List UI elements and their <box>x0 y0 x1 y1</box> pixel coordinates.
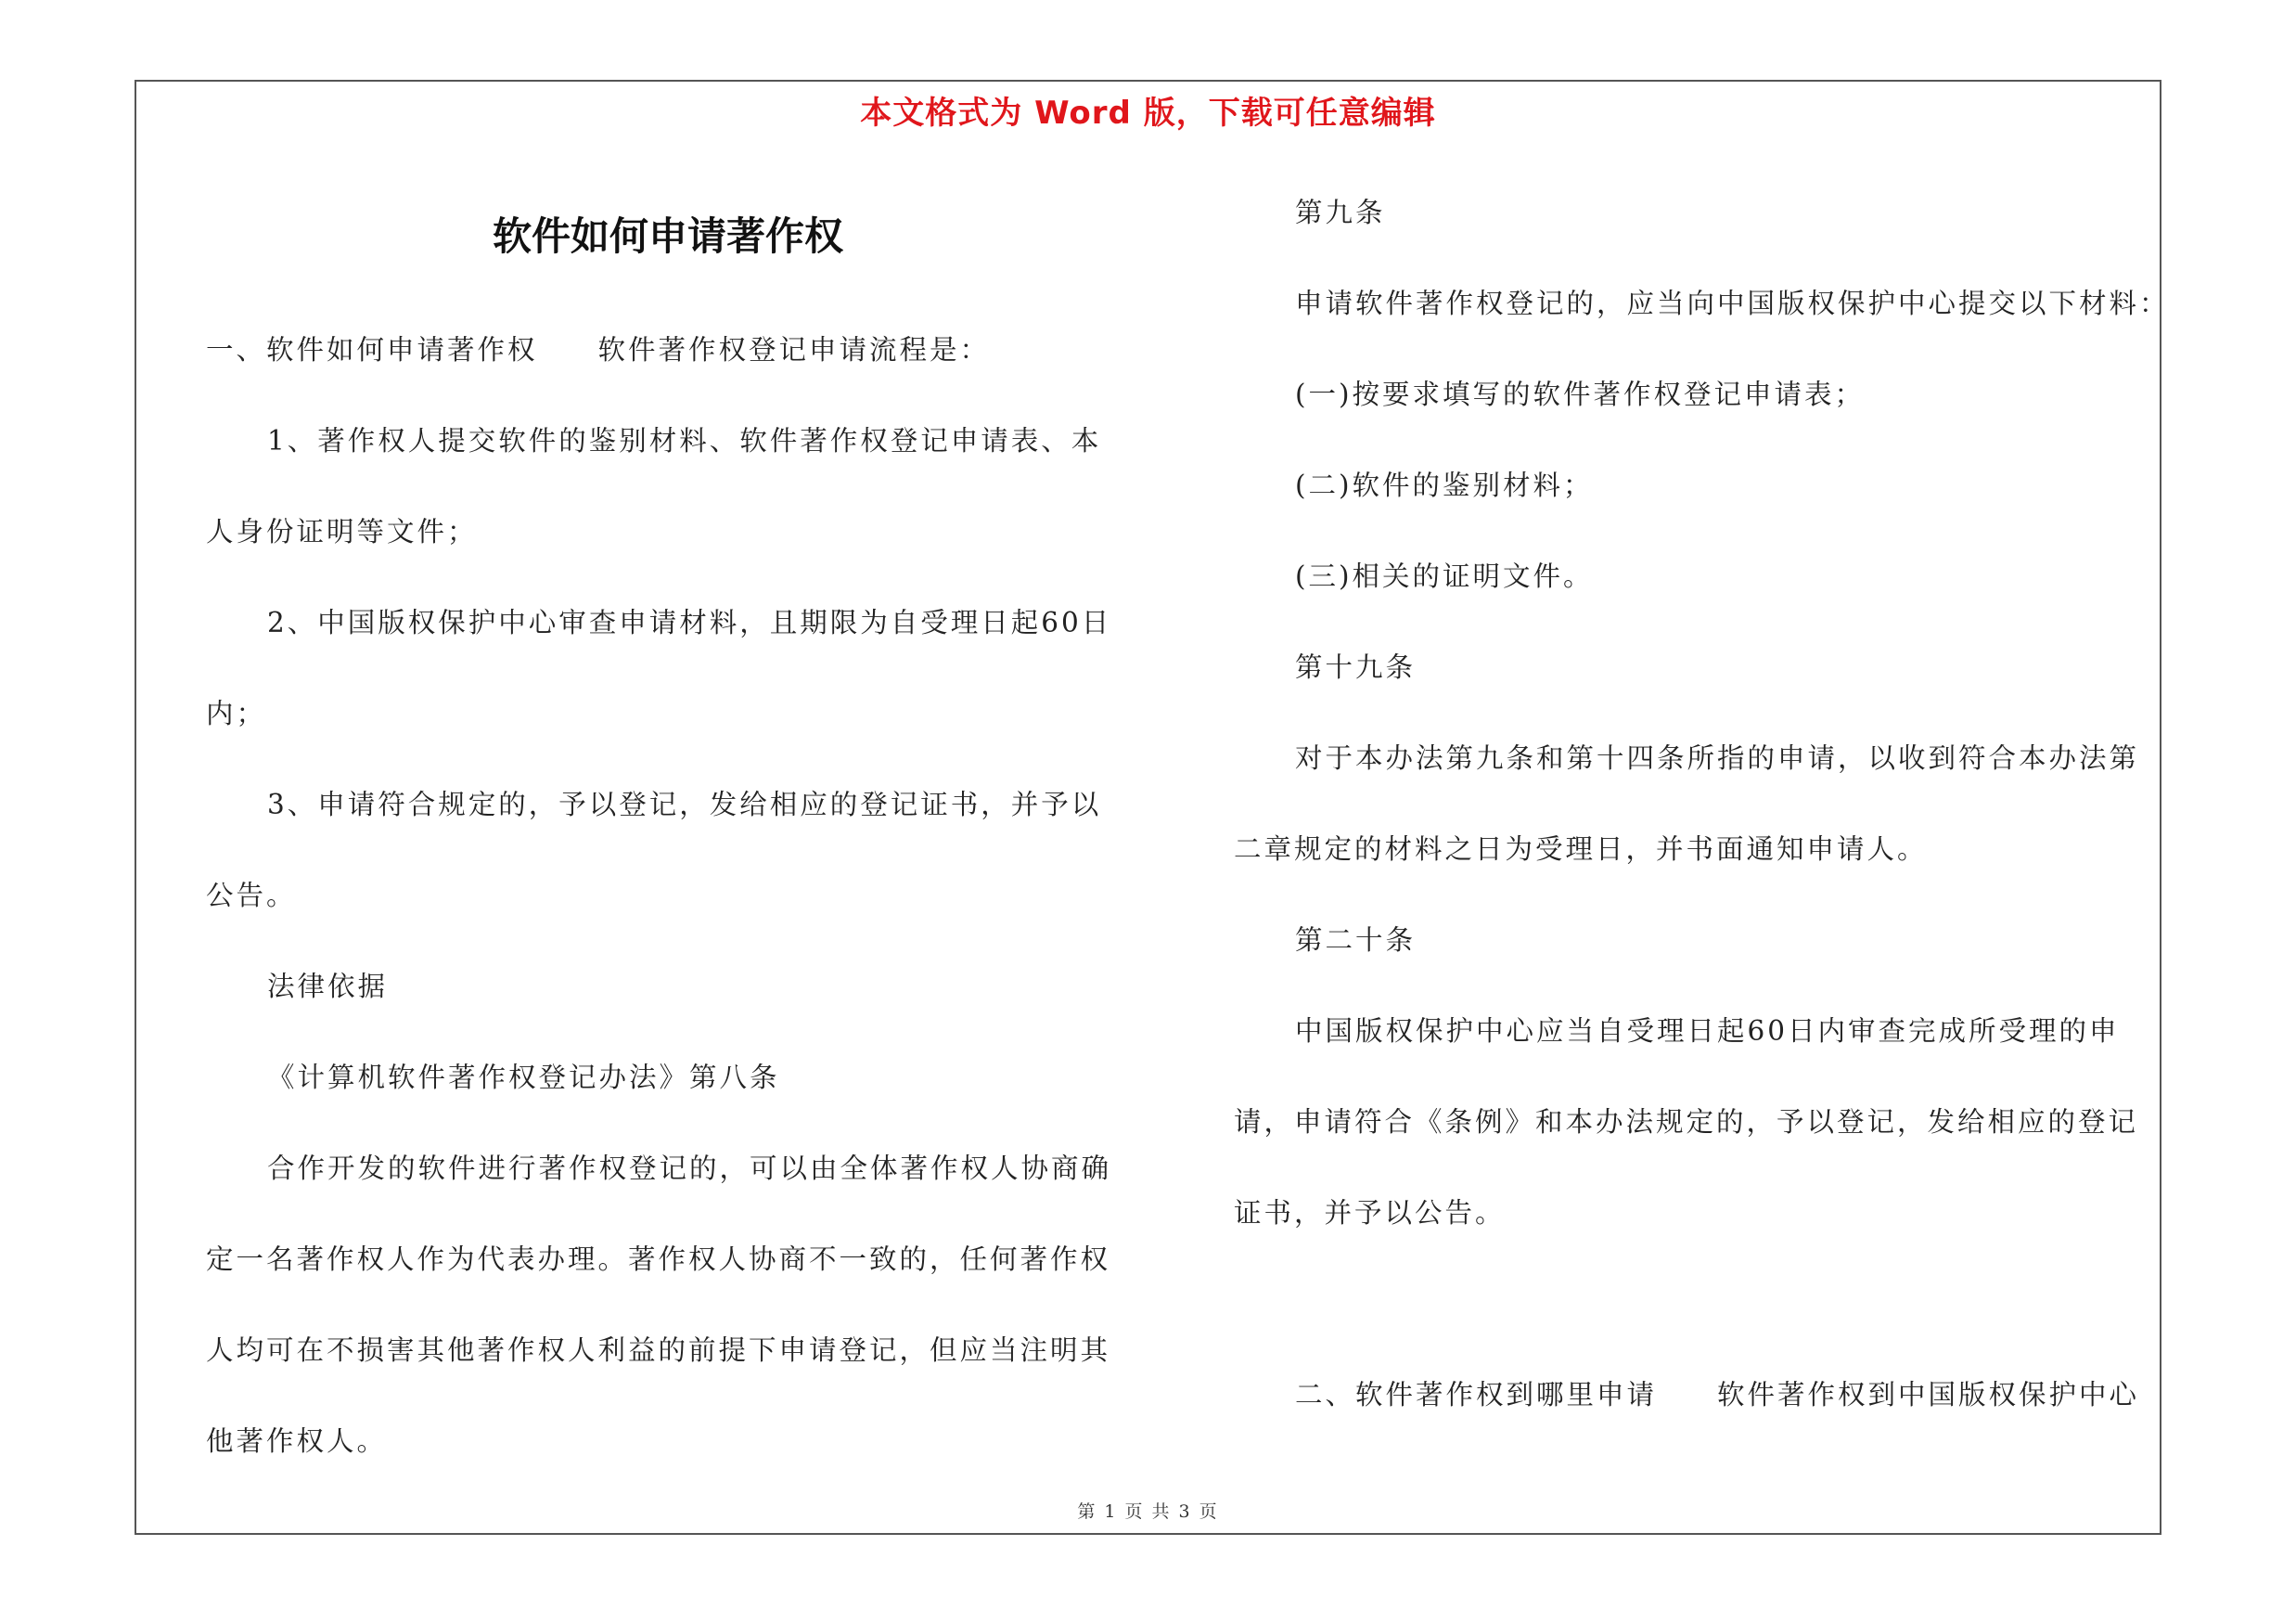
article-20-heading: 第二十条 <box>1295 924 1417 956</box>
article-9-heading: 第九条 <box>1295 197 1386 228</box>
left-column <box>206 304 1124 1487</box>
paragraph-step-3: 3、申请符合规定的，予以登记，发给相应的登记证书，并予以公告。 <box>206 789 1102 911</box>
paragraph-step-2: 2、中国版权保护中心审查申请材料，且期限为自受理日起60日内； <box>206 607 1112 729</box>
article-9-item-1: (一)按要求填写的软件著作权登记申请表； <box>1295 379 1866 410</box>
article-20-text: 中国版权保护中心应当自受理日起60日内审查完成所受理的申请，申请符合《条例》和本办法规定的，予以登记，发给相应的登记证书，并予以公告。 <box>1234 1015 2139 1229</box>
article-9-item-2: (二)软件的鉴别材料； <box>1295 470 1594 501</box>
legal-basis-heading: 法律依据 <box>267 971 389 1002</box>
article-19-text: 对于本办法第九条和第十四条所指的申请，以收到符合本办法第二章规定的材料之日为受理日，并书面通知申请人。 <box>1234 742 2140 865</box>
regulation-article-8-text: 合作开发的软件进行著作权登记的，可以由全体著作权人协商确定一名著作权人作为代表办理。著作权人协商不一致的，任何著作权人均可在不损害其他著作权人利益的前提下申请登记，但应当注明其他著作权人。 <box>206 1153 1112 1457</box>
right-column <box>1234 167 2170 1440</box>
regulation-article-8-heading: 《计算机软件著作权登记办法》第八条 <box>267 1062 780 1093</box>
article-9-item-3: (三)相关的证明文件。 <box>1295 560 1594 592</box>
paragraph-spacer <box>1234 1258 2152 1349</box>
page-number: 第 1 页 共 3 页 <box>1077 1501 1219 1522</box>
document-title: 软件如何申请著作权 <box>492 213 843 259</box>
section-heading-2: 二、软件著作权到哪里申请 软件著作权到中国版权保护中心 <box>1295 1379 2140 1410</box>
article-19-heading: 第十九条 <box>1295 651 1417 683</box>
article-9-text: 申请软件著作权登记的，应当向中国版权保护中心提交以下材料： <box>1295 288 2170 319</box>
section-heading-1: 一、软件如何申请著作权 软件著作权登记申请流程是： <box>206 334 991 366</box>
paragraph-step-1: 1、著作权人提交软件的鉴别材料、软件著作权登记申请表、本人身份证明等文件； <box>206 425 1102 547</box>
watermark-banner: 本文格式为 Word 版，下载可任意编辑 <box>860 95 1436 132</box>
